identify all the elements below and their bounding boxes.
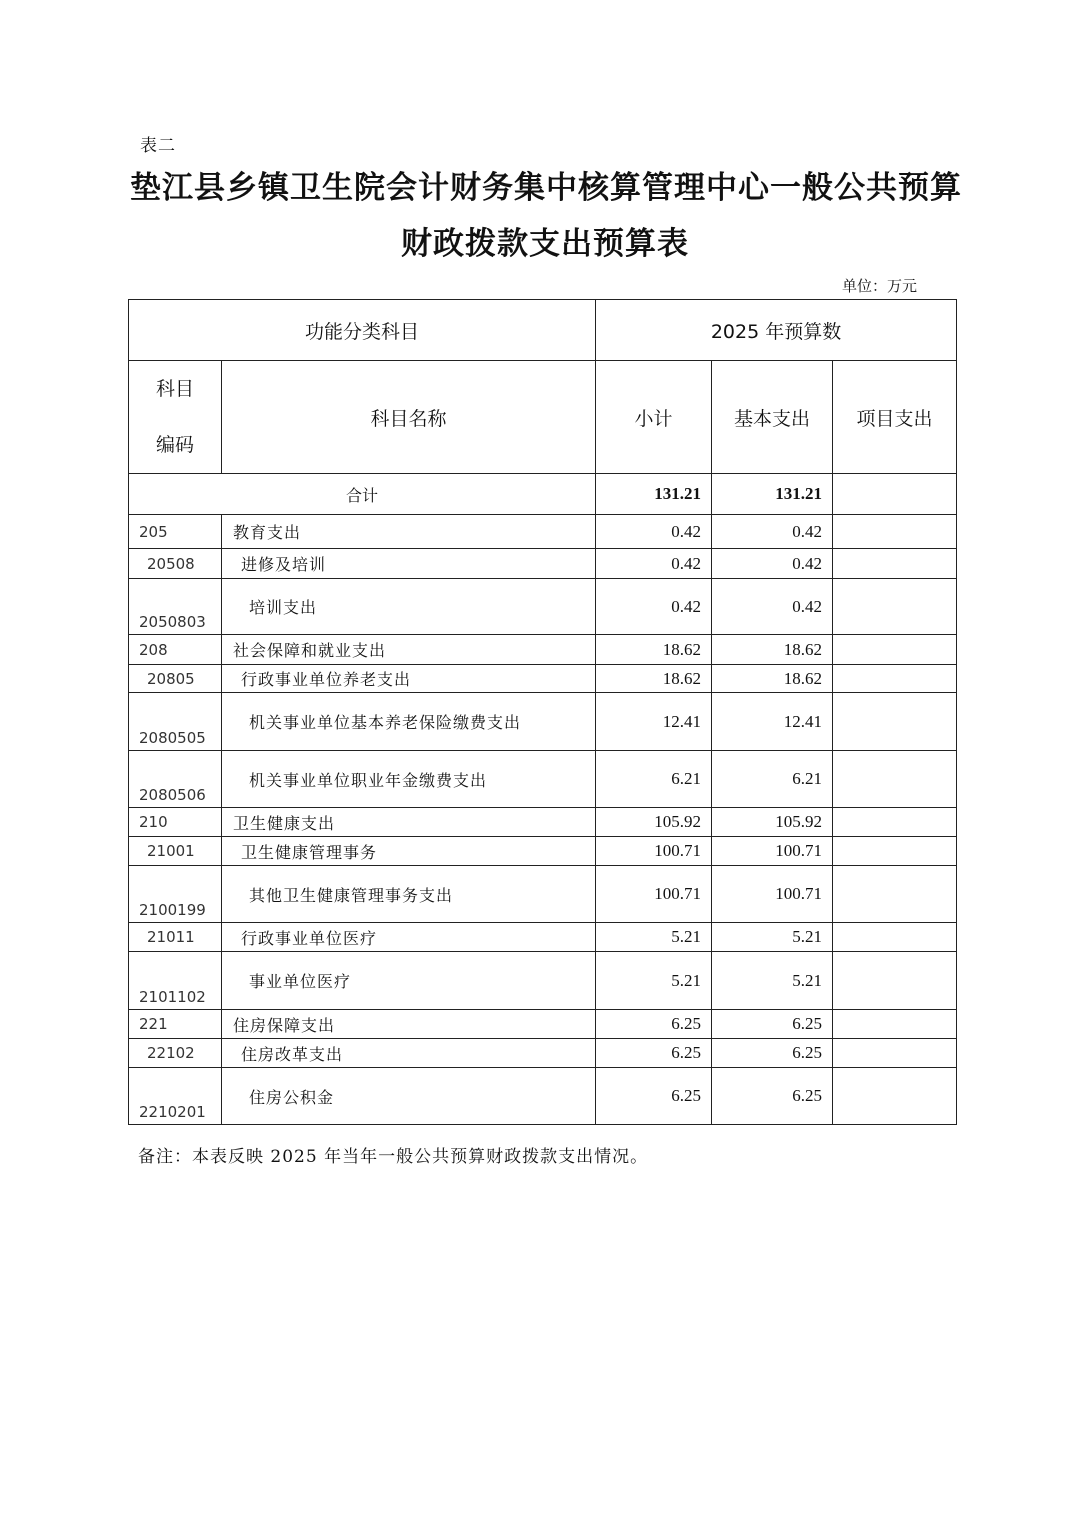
table-row (129, 693, 957, 751)
row-subtotal: 105.92 (596, 808, 712, 837)
table-row (129, 866, 957, 923)
row-basic: 5.21 (712, 952, 833, 1010)
row-code: 2101102 (129, 952, 222, 1010)
row-code: 22102 (129, 1039, 222, 1068)
row-code: 20805 (129, 665, 222, 693)
row-name: 住房公积金 (222, 1068, 596, 1125)
table-row (129, 579, 957, 635)
row-subtotal: 6.21 (596, 751, 712, 808)
row-code: 2100199 (129, 866, 222, 923)
row-basic: 6.21 (712, 751, 833, 808)
row-code: 21011 (129, 923, 222, 952)
row-subtotal: 100.71 (596, 866, 712, 923)
header-budget-year: 2025 年预算数 (596, 300, 957, 361)
row-project (833, 837, 957, 866)
header-code (129, 361, 222, 474)
total-subtotal: 131.21 (596, 474, 712, 515)
header-basic: 基本支出 (712, 361, 833, 474)
row-project (833, 751, 957, 808)
row-code: 208 (129, 635, 222, 665)
header-subtotal: 小计 (596, 361, 712, 474)
row-name: 住房改革支出 (222, 1039, 596, 1068)
table-row (129, 808, 957, 837)
table-row (129, 635, 957, 665)
row-subtotal: 5.21 (596, 952, 712, 1010)
row-name: 卫生健康管理事务 (222, 837, 596, 866)
row-code: 205 (129, 515, 222, 549)
total-basic: 131.21 (712, 474, 833, 515)
row-name: 社会保障和就业支出 (222, 635, 596, 665)
row-code: 2210201 (129, 1068, 222, 1125)
row-project (833, 515, 957, 549)
table-row (129, 1039, 957, 1068)
row-subtotal: 18.62 (596, 635, 712, 665)
row-basic: 0.42 (712, 549, 833, 579)
row-name: 其他卫生健康管理事务支出 (222, 866, 596, 923)
row-basic: 0.42 (712, 515, 833, 549)
row-basic: 100.71 (712, 837, 833, 866)
row-subtotal: 0.42 (596, 515, 712, 549)
row-basic: 105.92 (712, 808, 833, 837)
table-row (129, 837, 957, 866)
row-project (833, 693, 957, 751)
row-basic: 6.25 (712, 1010, 833, 1039)
row-name: 事业单位医疗 (222, 952, 596, 1010)
document-title-line-1: 垫江县乡镇卫生院会计财务集中核算管理中心一般公共预算 (130, 170, 962, 206)
total-project (833, 474, 957, 515)
table-row (129, 923, 957, 952)
row-subtotal: 0.42 (596, 579, 712, 635)
row-name: 卫生健康支出 (222, 808, 596, 837)
header-code-top: 科目 (155, 378, 194, 400)
row-subtotal: 6.25 (596, 1068, 712, 1125)
row-name: 住房保障支出 (222, 1010, 596, 1039)
header-code-bottom: 编码 (155, 434, 194, 456)
table-row (129, 1010, 957, 1039)
table-row (129, 1068, 957, 1125)
budget-table (128, 299, 957, 1125)
row-project (833, 579, 957, 635)
header-name: 科目名称 (222, 361, 596, 474)
row-project (833, 1039, 957, 1068)
unit-label: 单位：万元 (842, 277, 918, 295)
row-code: 210 (129, 808, 222, 837)
document-title-line-2: 财政拨款支出预算表 (401, 226, 689, 262)
row-basic: 0.42 (712, 579, 833, 635)
row-project (833, 549, 957, 579)
table-number-label: 表二 (140, 136, 176, 156)
row-project (833, 665, 957, 693)
row-name: 机关事业单位基本养老保险缴费支出 (222, 693, 596, 751)
header-project: 项目支出 (833, 361, 957, 474)
row-code: 2050803 (129, 579, 222, 635)
row-name: 培训支出 (222, 579, 596, 635)
row-basic: 6.25 (712, 1039, 833, 1068)
row-name: 行政事业单位医疗 (222, 923, 596, 952)
table-row (129, 515, 957, 549)
row-project (833, 866, 957, 923)
total-row (129, 474, 957, 515)
row-name: 进修及培训 (222, 549, 596, 579)
row-project (833, 952, 957, 1010)
row-basic: 100.71 (712, 866, 833, 923)
row-subtotal: 100.71 (596, 837, 712, 866)
row-code: 20508 (129, 549, 222, 579)
row-subtotal: 18.62 (596, 665, 712, 693)
row-subtotal: 6.25 (596, 1039, 712, 1068)
row-project (833, 923, 957, 952)
header-row-top (129, 300, 957, 361)
header-functional-classification: 功能分类科目 (129, 300, 596, 361)
row-project (833, 635, 957, 665)
row-code: 2080505 (129, 693, 222, 751)
header-row-sub (129, 361, 957, 474)
table-row (129, 751, 957, 808)
row-name: 机关事业单位职业年金缴费支出 (222, 751, 596, 808)
row-subtotal: 5.21 (596, 923, 712, 952)
row-code: 2080506 (129, 751, 222, 808)
row-name: 行政事业单位养老支出 (222, 665, 596, 693)
row-code: 221 (129, 1010, 222, 1039)
row-basic: 12.41 (712, 693, 833, 751)
row-project (833, 808, 957, 837)
row-code: 21001 (129, 837, 222, 866)
row-basic: 6.25 (712, 1068, 833, 1125)
footnote: 备注：本表反映 2025 年当年一般公共预算财政拨款支出情况。 (138, 1147, 649, 1167)
table-row (129, 549, 957, 579)
row-name: 教育支出 (222, 515, 596, 549)
table-row (129, 665, 957, 693)
row-subtotal: 0.42 (596, 549, 712, 579)
row-subtotal: 6.25 (596, 1010, 712, 1039)
row-basic: 5.21 (712, 923, 833, 952)
row-basic: 18.62 (712, 635, 833, 665)
table-row (129, 952, 957, 1010)
row-subtotal: 12.41 (596, 693, 712, 751)
row-project (833, 1010, 957, 1039)
row-basic: 18.62 (712, 665, 833, 693)
total-label: 合计 (129, 474, 596, 515)
row-project (833, 1068, 957, 1125)
